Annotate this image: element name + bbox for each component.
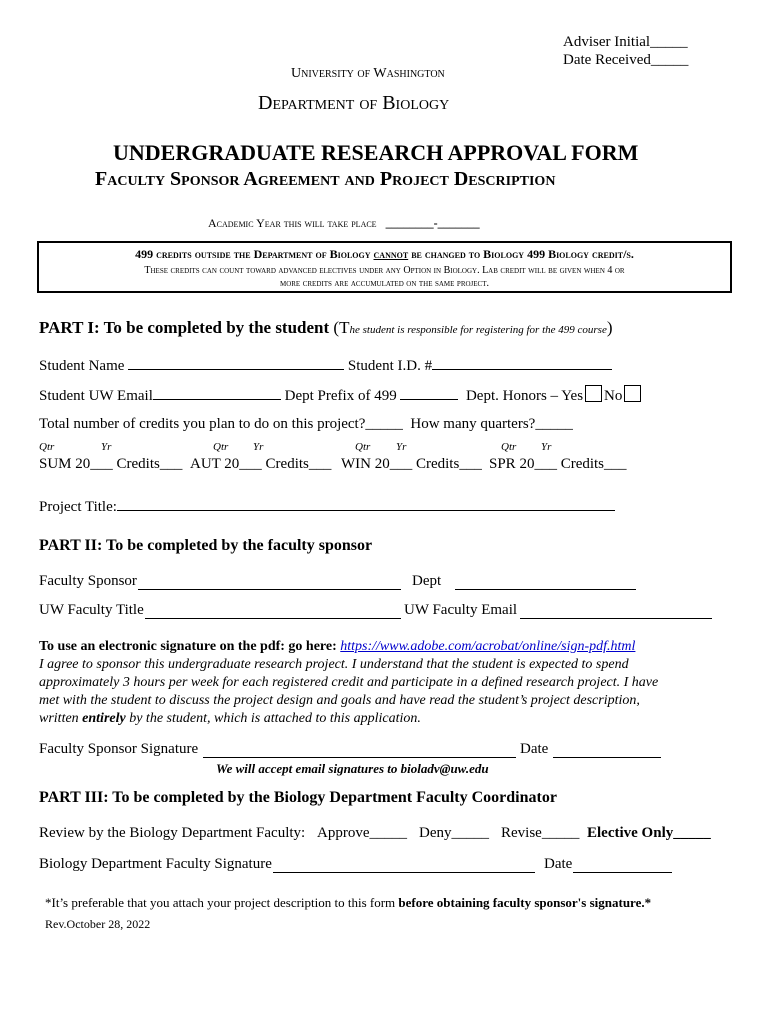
dept-label: Dept: [412, 573, 442, 589]
honors-yes-checkbox[interactable]: [585, 385, 602, 402]
deny-field[interactable]: Deny_____: [419, 825, 489, 841]
student-email-label: Student UW Email: [39, 388, 153, 404]
student-name-input[interactable]: [128, 355, 344, 370]
credit-notice-box: [37, 241, 732, 293]
student-email-row: [39, 385, 643, 405]
faculty-sponsor-input[interactable]: [138, 575, 401, 590]
uw-faculty-email-label: UW Faculty Email: [404, 602, 518, 618]
notice-line-1: 499 credits outside the Department of Biology cannot be changed to Biology 499 Biology credit/s.: [135, 247, 634, 261]
dept-faculty-signature-input[interactable]: [273, 858, 535, 873]
aut-credits-field[interactable]: AUT 20___ Credits___: [190, 456, 332, 472]
yr-label-3: Yr: [396, 441, 407, 453]
part1-heading: PART I: To be completed by the student (The student is responsible for registering for the 499 course): [39, 318, 613, 337]
academic-year-label: [208, 216, 480, 231]
project-title-label: Project Title:: [39, 499, 117, 515]
dept-date-input[interactable]: [573, 858, 672, 873]
yr-label-1: Yr: [101, 441, 112, 453]
form-title: UNDERGRADUATE RESEARCH APPROVAL FORM: [113, 140, 639, 165]
review-label: Review by the Biology Department Faculty:: [39, 825, 306, 841]
academic-year-text: Academic Year this will take place: [208, 216, 377, 230]
approve-field[interactable]: Approve_____: [317, 825, 407, 841]
notice-line-3: more credits are accumulated on the same project.: [279, 278, 489, 289]
honors-no-checkbox[interactable]: [624, 385, 641, 402]
project-title-input[interactable]: [117, 496, 615, 511]
dept-honors-label: Dept. Honors – Yes: [465, 388, 584, 404]
credits-quarters-row: [39, 416, 573, 433]
quarters-field[interactable]: How many quarters?_____: [410, 416, 573, 432]
yr-label-2: Yr: [253, 441, 264, 453]
agreement-line-1: I agree to sponsor this undergraduate research project. I understand that the student is expected to spend: [39, 657, 629, 672]
faculty-signature-input[interactable]: [203, 743, 516, 758]
form-subtitle: Faculty Sponsor Agreement and Project Description: [95, 168, 556, 190]
project-title-row: [39, 496, 615, 516]
dept-input[interactable]: [455, 575, 636, 590]
sum-credits-field[interactable]: SUM 20___ Credits___: [39, 456, 183, 472]
part3-heading: PART III: To be completed by the Biology Department Faculty Coordinator: [39, 789, 557, 806]
university-name: University of Washington: [291, 66, 445, 81]
total-credits-field[interactable]: Total number of credits you plan to do on this project?_____: [39, 416, 403, 432]
notice-line-2: These credits can count toward advanced electives under any Option in Biology. Lab credit will be given when 4 or: [144, 265, 625, 276]
agreement-line-3: met with the student to discuss the project design and goals and have read the student’s project description,: [39, 693, 640, 708]
dept-faculty-signature-label: Biology Department Faculty Signature: [39, 856, 272, 872]
dept-prefix-label: Dept Prefix of 499: [284, 388, 397, 404]
academic-year-blank[interactable]: ________-_______: [385, 216, 480, 230]
qtr-label-3: Qtr: [355, 441, 371, 453]
spr-credits-field[interactable]: SPR 20___ Credits___: [489, 456, 627, 472]
faculty-signature-label: Faculty Sponsor Signature: [39, 741, 199, 757]
part2-heading: PART II: To be completed by the faculty sponsor: [39, 537, 373, 554]
footer-note: *It’s preferable that you attach your project description to this form before obtaining faculty sponsor's signature.*: [45, 895, 652, 910]
revise-field[interactable]: Revise_____: [501, 825, 580, 841]
email-signature-note: We will accept email signatures to bioladv@uw.edu: [216, 761, 489, 776]
honors-no-label: No: [604, 388, 623, 404]
student-name-row: [39, 355, 612, 375]
faculty-date-input[interactable]: [553, 743, 661, 758]
elective-only-field[interactable]: Elective Only_____: [587, 825, 711, 841]
dept-date-label: Date: [544, 856, 573, 872]
esign-link[interactable]: https://www.adobe.com/acrobat/online/sign-pdf.html: [340, 639, 636, 654]
faculty-date-label: Date: [520, 741, 549, 757]
department-name: Department of Biology: [258, 92, 450, 114]
qtr-label-4: Qtr: [501, 441, 517, 453]
student-email-input[interactable]: [153, 385, 281, 400]
esign-instructions: To use an electronic signature on the pdf: go here: https://www.adobe.com/acrobat/online/sign-pdf.html: [39, 639, 636, 654]
student-id-label: Student I.D. #: [347, 358, 433, 374]
faculty-sponsor-label: Faculty Sponsor: [39, 573, 137, 589]
revision-date: Rev.October 28, 2022: [45, 917, 151, 931]
date-received-field[interactable]: Date Received_____: [563, 52, 689, 68]
qtr-label-2: Qtr: [213, 441, 229, 453]
win-credits-field[interactable]: WIN 20___ Credits___: [341, 456, 482, 472]
qtr-label-1: Qtr: [39, 441, 55, 453]
uw-faculty-title-label: UW Faculty Title: [39, 602, 144, 618]
uw-faculty-title-input[interactable]: [145, 604, 401, 619]
student-name-label: Student Name: [39, 358, 125, 374]
yr-label-4: Yr: [541, 441, 552, 453]
student-id-input[interactable]: [432, 355, 612, 370]
agreement-line-2: approximately 3 hours per week for each registered credit and participate in a defined research project. I have: [39, 675, 659, 690]
adviser-initial-field[interactable]: Adviser Initial_____: [563, 34, 688, 50]
agreement-line-4: written entirely by the student, which is attached to this application.: [39, 711, 421, 726]
uw-faculty-email-input[interactable]: [520, 604, 712, 619]
dept-prefix-input[interactable]: [400, 385, 458, 400]
